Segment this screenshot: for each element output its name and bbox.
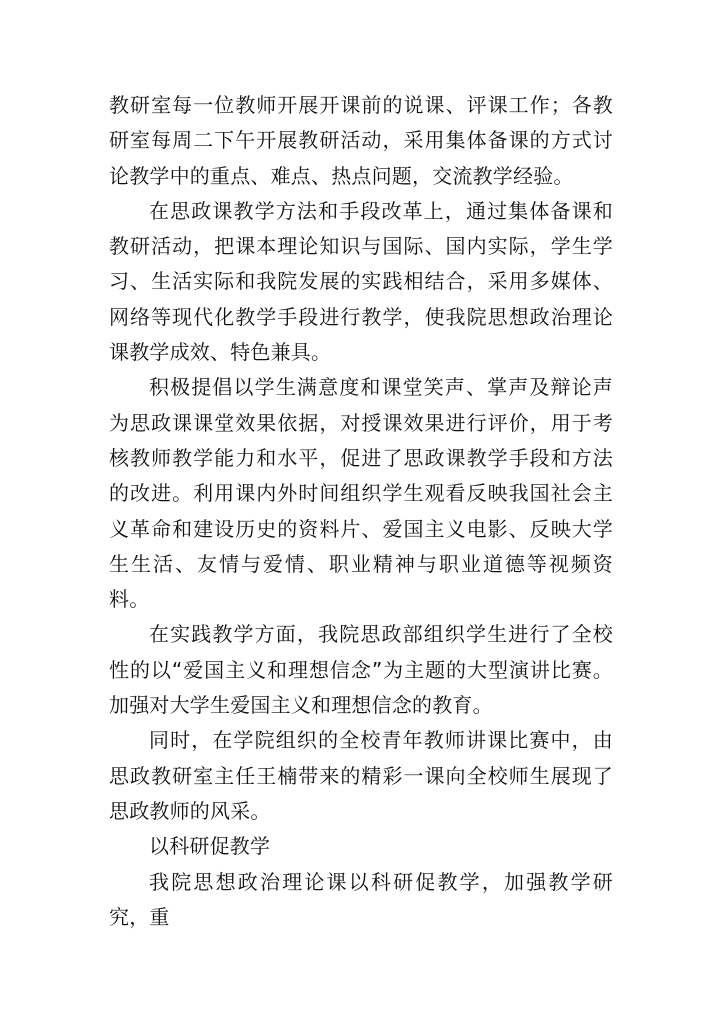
document-body bbox=[109, 88, 613, 935]
paragraph-teaching-method-reform: 在思政课教学方法和手段改革上，通过集体备课和教研活动，把课本理论知识与国际、国内实际，学生学习、生活实际和我院发展的实践相结合，采用多媒体、网络等现代化教学手段进行教学，使我院思想政治理论课教学成效、特色兼具。 bbox=[109, 198, 613, 365]
paragraph-research-teaching: 我院思想政治理论课以科研促教学，加强教学研究，重 bbox=[109, 869, 613, 929]
paragraph-teacher-competition: 同时，在学院组织的全校青年教师讲课比赛中，由思政教研室主任王楠带来的精彩一课向全校师生展现了思政教师的风采。 bbox=[109, 728, 613, 823]
paragraph-classroom-evaluation: 积极提倡以学生满意度和课堂笑声、掌声及辩论声为思政课课堂效果依据，对授课效果进行评价，用于考核教师教学能力和水平，促进了思政课教学手段和方法的改进。利用课内外时间组织学生观看反映我国社会主义革命和建设历史的资料片、爱国主义电影、反映大学生生活、友情与爱情、职业精神与职业道德等视频资料。 bbox=[109, 375, 613, 612]
paragraph-practice-teaching: 在实践教学方面，我院思政部组织学生进行了全校性的以“爱国主义和理想信念”为主题的大型演讲比赛。加强对大学生爱国主义和理想信念的教育。 bbox=[109, 622, 613, 718]
section-heading: 以科研促教学 bbox=[149, 834, 271, 859]
paragraph-teaching-research-activities: 教研室每一位教师开展开课前的说课、评课工作；各教研室每周二下午开展教研活动，采用集体备课的方式讨论教学中的重点、难点、热点问题，交流教学经验。 bbox=[109, 93, 613, 188]
